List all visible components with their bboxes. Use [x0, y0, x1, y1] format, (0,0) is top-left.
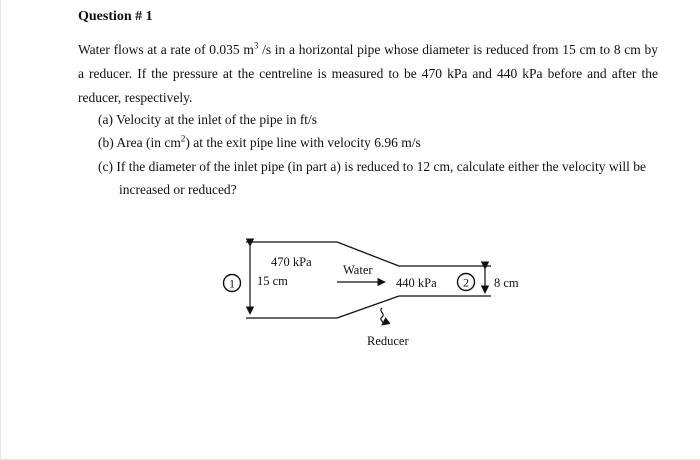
intro-superscript: 3 — [253, 40, 259, 51]
reducer-label: Reducer — [367, 334, 409, 348]
inlet-pressure-label: 470 kPa — [271, 255, 312, 269]
item-c-line1: (c) If the diameter of the inlet pipe (in part a) is reduced to 12 cm, calculate either the velocity will be — [98, 159, 647, 174]
item-b-text-2: ) at the exit pipe line with velocity 6.96 m/s — [185, 135, 421, 150]
section-2-number: 2 — [463, 275, 469, 290]
outlet-pressure-label: 440 kPa — [396, 276, 437, 290]
outlet-diameter-label: 8 cm — [494, 276, 519, 290]
inlet-diameter-label: 15 cm — [257, 274, 288, 288]
section-1-marker — [224, 275, 241, 292]
item-c-line2: increased or reduced? — [119, 182, 237, 197]
fluid-label: Water — [343, 263, 373, 277]
section-1-number: 1 — [229, 276, 235, 291]
section-2-marker — [458, 274, 475, 291]
question-title: Question # 1 — [78, 9, 153, 24]
intro-text-1: Water flows at a rate of 0.035 m — [78, 42, 254, 57]
reducer-diagram — [1, 0, 700, 459]
item-b-superscript: 2 — [180, 133, 186, 144]
item-a: (a) Velocity at the inlet of the pipe in ft/s — [98, 112, 318, 127]
reducer-pointer — [381, 308, 383, 325]
item-b-text-1: (b) Area (in cm — [98, 135, 181, 150]
intro-text-2: /s in a horizontal pipe whose diameter is reduced from 15 cm to 8 cm by a reducer. If the pressure at the centreline is measured to be 470 kPa and 440 kPa before and after the reducer, respectively. — [78, 42, 658, 105]
